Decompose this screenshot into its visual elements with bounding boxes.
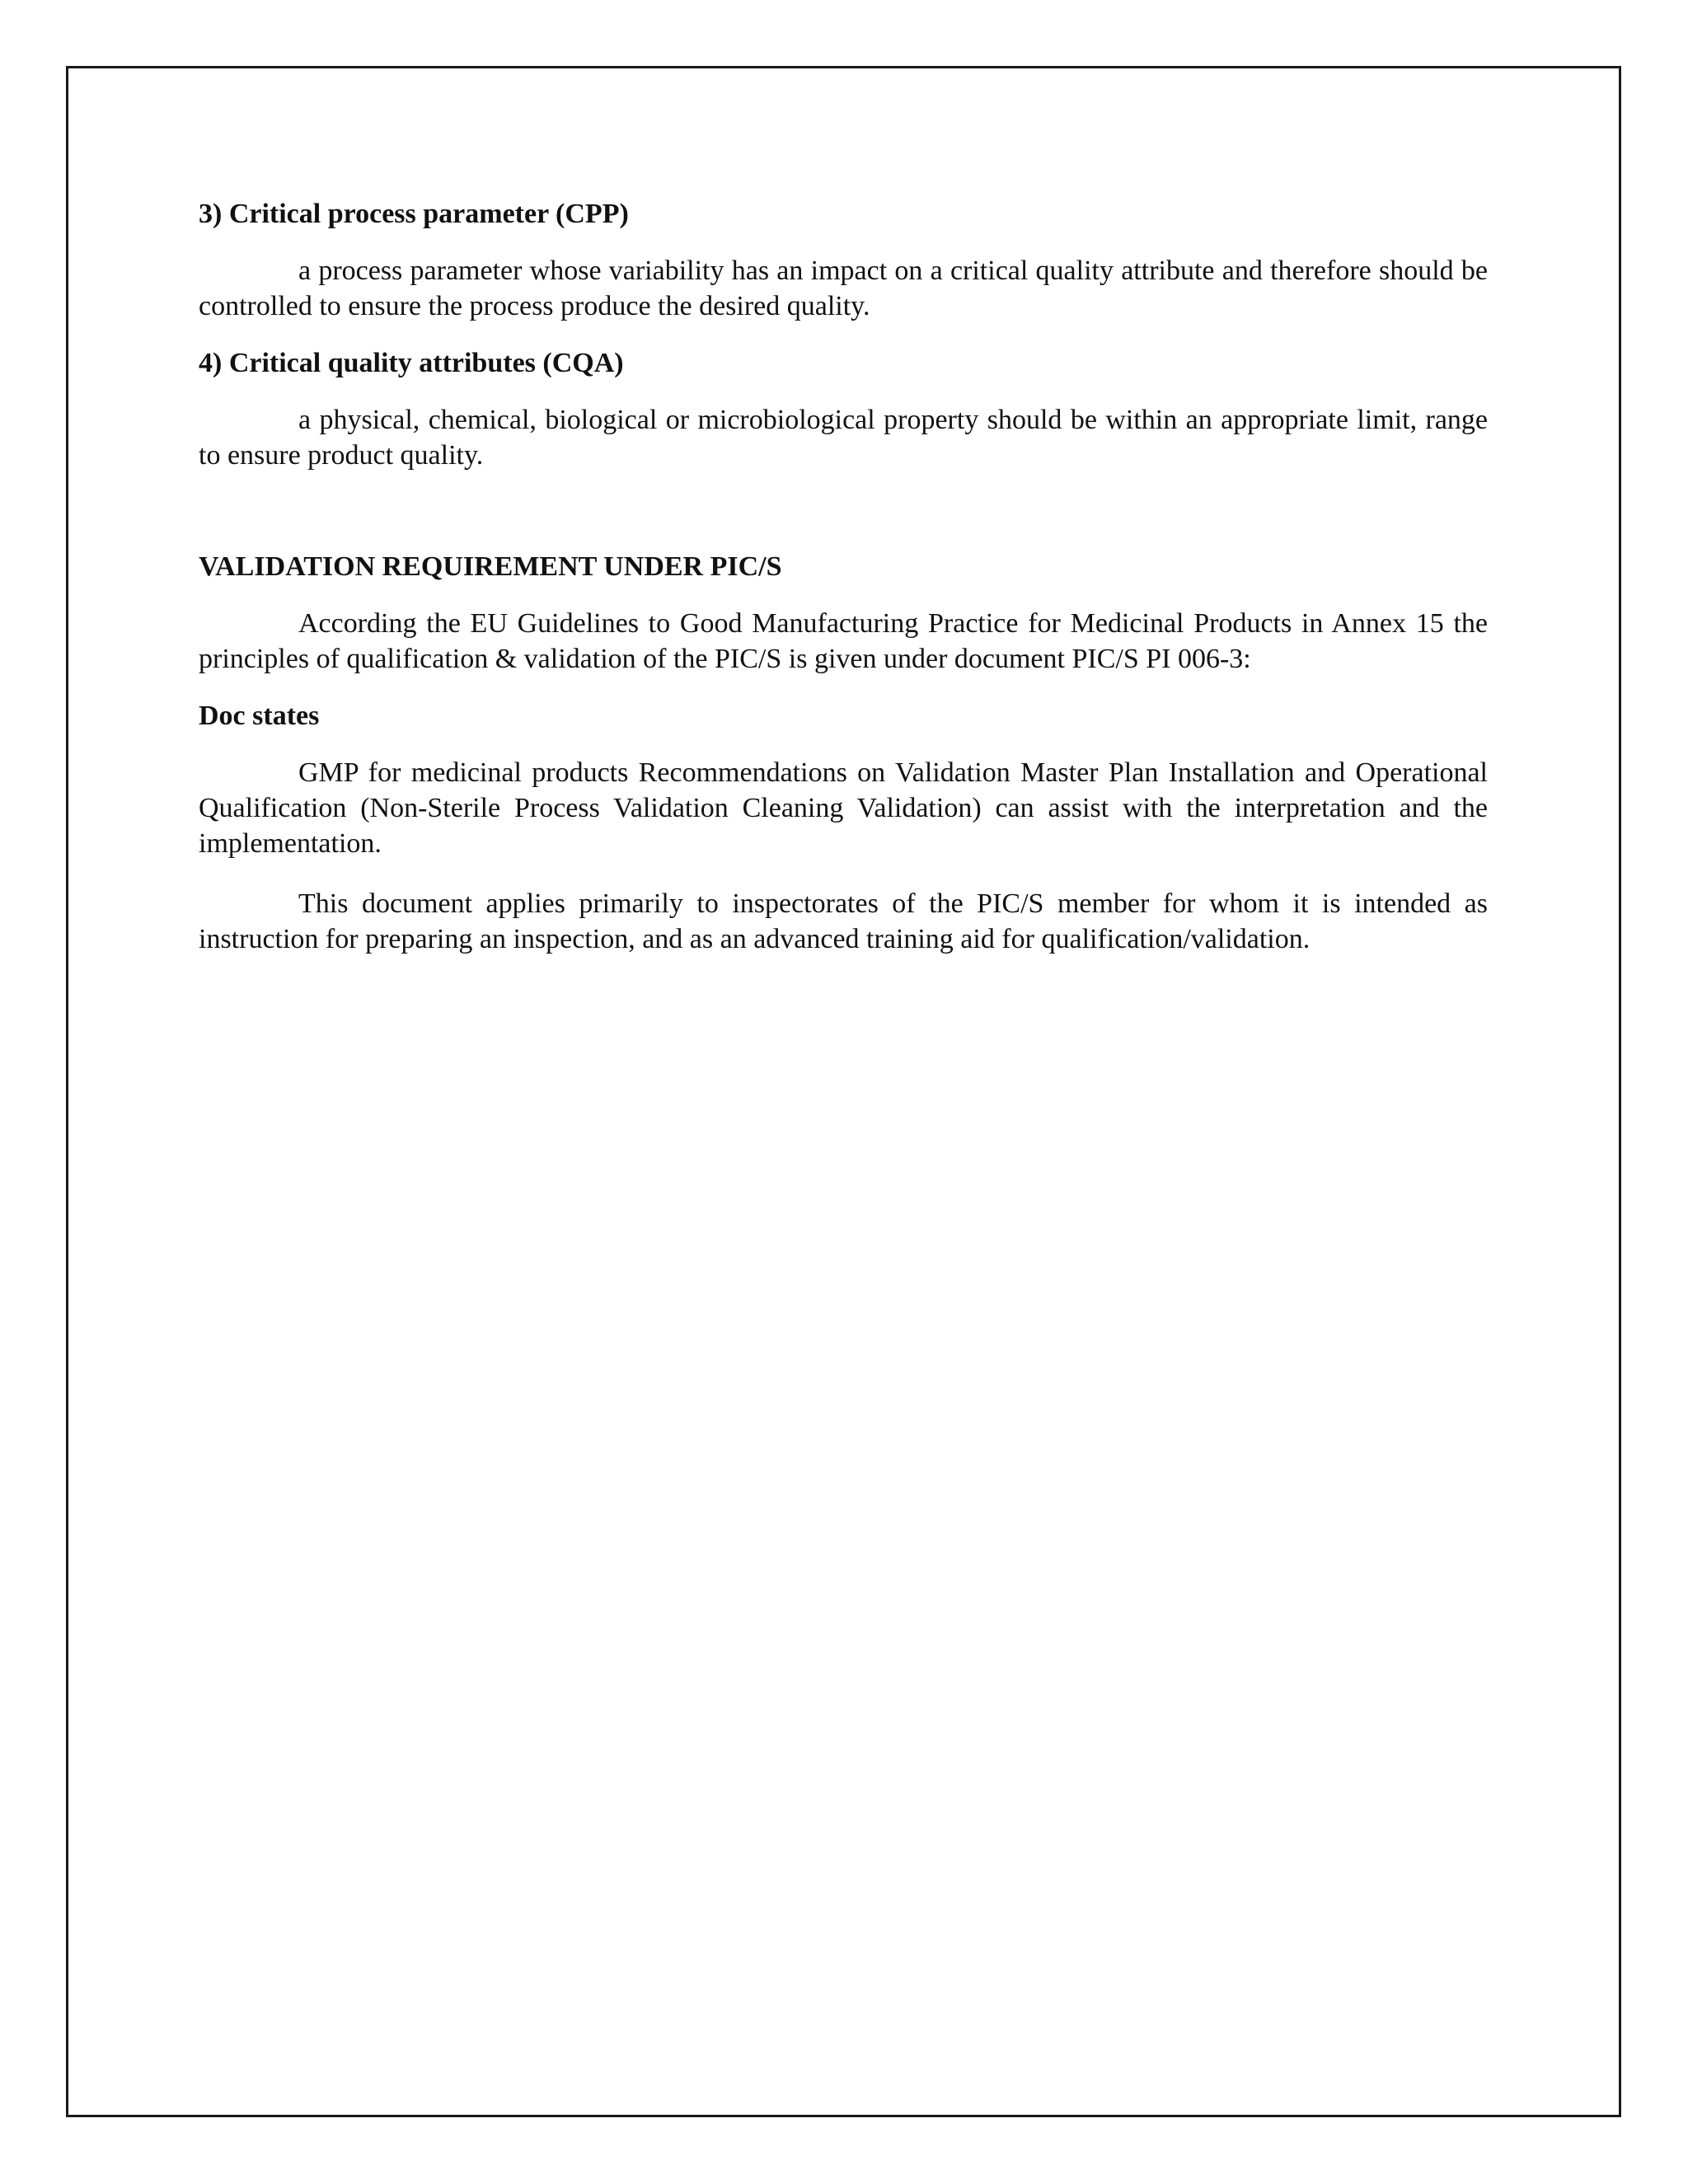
doc-states-heading: Doc states bbox=[199, 701, 320, 731]
document-body bbox=[199, 196, 1488, 957]
gmp-recommendations-paragraph: GMP for medicinal products Recommendations on Validation Master Plan Installation and Operational Qualification (Non-Sterile Process Validation Cleaning Validation) can assist with the interpretation and the implementation. bbox=[199, 757, 1488, 859]
cqa-definition: a physical, chemical, biological or microbiological property should be within an appropriate limit, range to ensure product quality. bbox=[199, 405, 1488, 471]
cqa-heading: 4) Critical quality attributes (CQA) bbox=[199, 348, 624, 378]
cpp-heading: 3) Critical process parameter (CPP) bbox=[199, 199, 629, 229]
validation-requirement-paragraph: According the EU Guidelines to Good Manufacturing Practice for Medicinal Products in Annex 15 the principles of qualification & validation of the PIC/S is given under document PIC/S PI 006-3: bbox=[199, 608, 1488, 674]
inspectorates-paragraph: This document applies primarily to inspectorates of the PIC/S member for whom it is intended as instruction for preparing an inspection, and as an advanced training aid for qualification/validation. bbox=[199, 888, 1488, 954]
cpp-definition: a process parameter whose variability has an impact on a critical quality attribute and therefore should be controlled to ensure the process produce the desired quality. bbox=[199, 255, 1488, 321]
validation-requirement-heading: VALIDATION REQUIREMENT UNDER PIC/S bbox=[199, 551, 782, 582]
